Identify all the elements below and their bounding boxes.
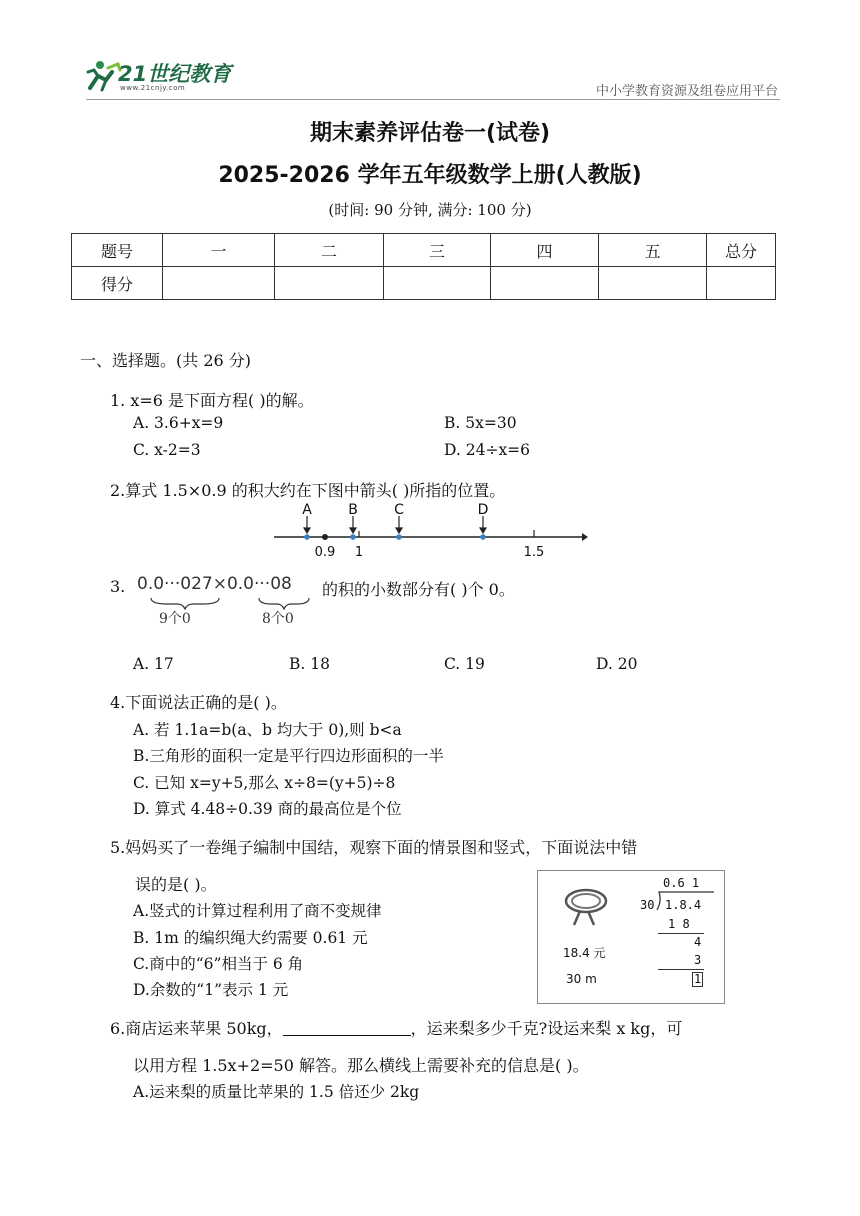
score-cell[interactable]	[599, 267, 707, 300]
q6-stem-post: ，运来梨多少千克?设运来梨 x kg，可	[410, 1019, 683, 1038]
q5-figure	[537, 870, 725, 1004]
q3-brace-label-2: 8个0	[262, 611, 294, 627]
score-header-cell: 题号	[72, 234, 163, 267]
exam-title: 期末素养评估卷一(试卷)	[309, 121, 551, 146]
q6-stem-pre: 6.商店运来苹果 50kg，	[110, 1019, 283, 1038]
tick-label-1-5: 1.5	[523, 545, 545, 560]
q4-option-d: D. 算式 4.48÷0.39 商的最高位是个位	[133, 800, 402, 818]
score-cell[interactable]	[275, 267, 384, 300]
question-5-stem-line-2: 误的是( )。	[135, 875, 217, 894]
exam-subtitle: 2025-2026 学年五年级数学上册(人教版)	[218, 163, 642, 188]
arrowhead-b-icon	[350, 528, 356, 533]
rope-price: 18.4 元	[563, 946, 606, 960]
arrowhead-d-icon	[480, 528, 486, 533]
q4-option-c: C. 已知 x=y+5,那么 x÷8=(y+5)÷8	[133, 774, 396, 792]
division-rule-2	[658, 969, 704, 970]
score-cell[interactable]	[384, 267, 491, 300]
question-2-stem: 2.算式 1.5×0.9 的积大约在下图中箭头( )所指的位置。	[110, 481, 506, 500]
number-line-figure	[270, 500, 590, 562]
score-header-cell: 一	[163, 234, 275, 267]
score-table-header-row	[72, 234, 776, 267]
point-d	[480, 534, 486, 540]
arrowhead-c-icon	[396, 528, 402, 533]
number-line-arrowhead-icon	[582, 533, 588, 541]
tick-label-0-9: 0.9	[314, 545, 336, 560]
score-cell[interactable]	[491, 267, 599, 300]
q4-option-b: B.三角形的面积一定是平行四边形面积的一半	[133, 747, 444, 765]
score-cell[interactable]	[707, 267, 776, 300]
q3-option-b: B. 18	[289, 655, 330, 673]
label-d: D	[477, 502, 489, 518]
q1-option-b: B. 5x=30	[444, 414, 517, 432]
score-header-cell: 五	[599, 234, 707, 267]
point-a	[304, 534, 310, 540]
score-header-cell: 二	[275, 234, 384, 267]
label-a: A	[302, 502, 312, 518]
q5-option-b: B. 1m 的编织绳大约需要 0.61 元	[133, 929, 368, 947]
score-header-cell: 三	[384, 234, 491, 267]
logo-text: 21世纪教育	[118, 62, 232, 86]
dividend: 1.8.4	[665, 898, 702, 912]
quotient: 0.6 1	[663, 876, 700, 890]
q3-factor-2: 0.0···08	[226, 574, 292, 594]
tick-label-1: 1	[354, 545, 364, 560]
q6-option-a: A.运来梨的质量比苹果的 1.5 倍还少 2kg	[133, 1083, 420, 1101]
question-3-number: 3.	[110, 577, 126, 596]
q5-option-a: A.竖式的计算过程利用了商不变规律	[133, 902, 382, 920]
q3-expression	[137, 574, 292, 594]
score-header-cell: 四	[491, 234, 599, 267]
rope-coil-icon	[560, 881, 612, 929]
division-step-3: 3	[694, 953, 702, 967]
score-table	[71, 233, 776, 300]
q6-answer-blank[interactable]	[283, 1019, 411, 1036]
question-6-stem-line-2: 以用方程 1.5x+2=50 解答。那么横线上需要补充的信息是( )。	[133, 1056, 589, 1075]
divisor: 30	[640, 898, 655, 912]
exam-time-info: (时间: 90 分钟, 满分: 100 分)	[328, 201, 532, 219]
score-header-cell: 总分	[707, 234, 776, 267]
arrowhead-a-icon	[304, 528, 310, 533]
q3-times-sign: ×	[212, 574, 227, 594]
q1-option-d: D. 24÷x=6	[444, 441, 531, 459]
question-6-stem-line-1	[110, 1016, 682, 1039]
platform-name: 中小学教育资源及组卷应用平台	[595, 84, 778, 99]
q1-option-c: C. x-2=3	[133, 441, 201, 459]
point-0-9	[322, 534, 328, 540]
point-c	[396, 534, 402, 540]
q5-option-d: D.余数的“1”表示 1 元	[133, 981, 289, 999]
label-b: B	[348, 502, 358, 518]
point-b	[350, 534, 356, 540]
q3-brace-label-1: 9个0	[159, 611, 191, 627]
question-5-stem-line-1: 5.妈妈买了一卷绳子编制中国结，观察下面的情景图和竖式，下面说法中错	[110, 838, 638, 857]
division-step-1: 1 8	[668, 917, 690, 931]
q1-option-a: A. 3.6+x=9	[133, 414, 224, 432]
q5-option-c: C.商中的“6”相当于 6 角	[133, 955, 304, 973]
rope-length: 30 m	[566, 972, 597, 986]
question-4-stem: 4.下面说法正确的是( )。	[110, 693, 287, 712]
section-title: 一、选择题。(共 26 分)	[80, 351, 252, 370]
division-rule-1	[658, 933, 704, 934]
q3-option-c: C. 19	[444, 655, 485, 673]
q3-factor-1: 0.0···027	[137, 574, 213, 594]
q4-option-a: A. 若 1.1a=b(a、b 均大于 0),则 b<a	[133, 721, 402, 739]
division-remainder: 1	[694, 972, 702, 986]
q3-option-d: D. 20	[596, 655, 638, 673]
header-divider	[86, 99, 780, 100]
score-cell[interactable]	[163, 267, 275, 300]
q3-option-a: A. 17	[133, 655, 174, 673]
score-table-row	[72, 267, 776, 300]
logo-url: www.21cnjy.com	[120, 84, 186, 92]
question-3-stem: 的积的小数部分有( )个 0。	[322, 580, 515, 599]
label-c: C	[394, 502, 404, 518]
question-1-stem: 1. x=6 是下面方程( )的解。	[110, 391, 314, 410]
division-step-2: 4	[694, 935, 702, 949]
score-row-label: 得分	[72, 267, 163, 300]
